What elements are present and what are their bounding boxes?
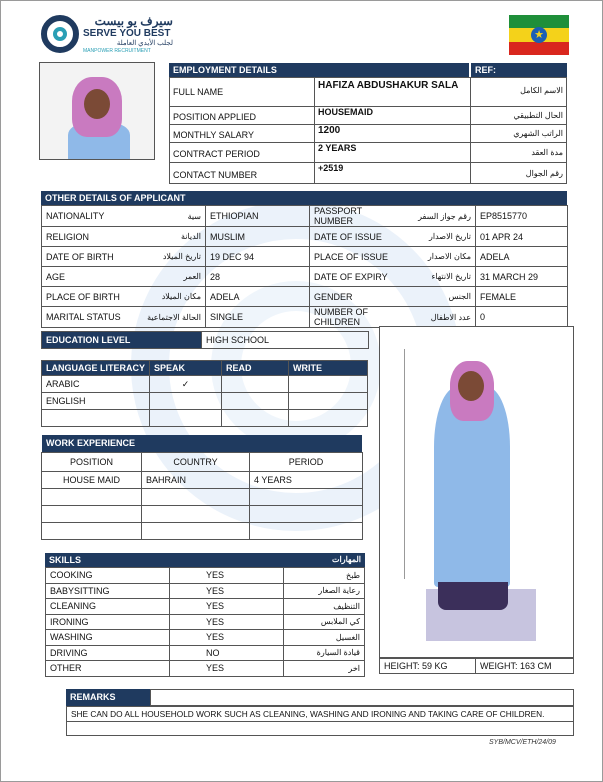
other-value-left: SINGLE xyxy=(206,307,310,328)
remarks-text: SHE CAN DO ALL HOUSEHOLD WORK SUCH AS CLEANING, WASHING AND IRONING AND TAKING CARE OF CHILDREN. xyxy=(66,706,574,722)
skill-name: BABYSITTING xyxy=(46,583,170,599)
skill-ar: الغسيل xyxy=(284,630,365,646)
other-label-left: RELIGION xyxy=(42,227,134,247)
education-label: EDUCATION LEVEL xyxy=(42,332,202,349)
other-value-right: 0 xyxy=(476,307,568,328)
skill-row xyxy=(46,661,365,677)
work-row xyxy=(42,523,363,540)
salary-label: MONTHLY SALARY xyxy=(173,130,255,140)
skill-ar: رعاية الصغار xyxy=(284,583,365,599)
skill-name: OTHER xyxy=(46,661,170,677)
contract-ar: مدة العقد xyxy=(531,148,563,157)
skill-value: NO xyxy=(170,645,284,661)
skill-name: CLEANING xyxy=(46,599,170,615)
other-value-left: ADELA xyxy=(206,287,310,307)
language-speak xyxy=(150,410,222,427)
skill-row xyxy=(46,614,365,630)
footer-code: SYB/MCV/ETH/24/09 xyxy=(489,739,556,746)
other-label-right: PLACE OF ISSUE xyxy=(310,247,400,267)
read-header: READ xyxy=(222,361,289,376)
work-country xyxy=(142,489,250,506)
skill-value: YES xyxy=(170,583,284,599)
work-country: BAHRAIN xyxy=(142,472,250,489)
other-label-left: DATE OF BIRTH xyxy=(42,247,134,267)
position-label: POSITION APPLIED xyxy=(173,112,257,122)
portrait-photo xyxy=(39,62,155,160)
language-write xyxy=(289,410,368,427)
education-value: HIGH SCHOOL xyxy=(202,332,369,349)
contact-value: +2519 xyxy=(318,163,344,173)
other-ar-left: تاريخ الميلاد xyxy=(134,247,206,267)
education-table xyxy=(41,331,369,349)
full-name-value: HAFIZA ABDUSHAKUR SALA xyxy=(318,80,459,91)
skills-header-ar: المهارات xyxy=(223,553,365,567)
skills-header: SKILLS xyxy=(45,553,223,567)
company-name-ar: سيرف يو بيست xyxy=(94,14,173,28)
write-header: WRITE xyxy=(289,361,368,376)
full-body-photo xyxy=(379,326,574,659)
language-read xyxy=(222,410,289,427)
work-country xyxy=(142,523,250,540)
contract-value: 2 YEARS xyxy=(318,143,357,153)
work-header: WORK EXPERIENCE xyxy=(42,435,200,452)
skill-value: YES xyxy=(170,599,284,615)
contact-label: CONTACT NUMBER xyxy=(173,170,258,180)
employment-row xyxy=(169,125,567,143)
full-name-label: FULL NAME xyxy=(173,87,224,97)
other-ar-right: رقم جواز السفر xyxy=(400,206,476,227)
other-details-row xyxy=(42,227,568,247)
language-write xyxy=(289,393,368,410)
other-details-row xyxy=(42,267,568,287)
height-value: HEIGHT: 59 KG xyxy=(380,658,476,674)
skill-value: YES xyxy=(170,614,284,630)
skills-table xyxy=(45,567,365,677)
language-row xyxy=(42,393,368,410)
work-period xyxy=(250,506,363,523)
work-period xyxy=(250,489,363,506)
other-details-row xyxy=(42,247,568,267)
skill-name: IRONING xyxy=(46,614,170,630)
language-read xyxy=(222,376,289,393)
other-label-right: PASSPORT NUMBER xyxy=(310,206,400,227)
other-ar-right: تاريخ الانتهاء xyxy=(400,267,476,287)
other-label-right: DATE OF EXPIRY xyxy=(310,267,400,287)
other-label-left: MARITAL STATUS xyxy=(42,307,134,328)
other-value-left: 28 xyxy=(206,267,310,287)
other-label-right: NUMBER OF CHILDREN xyxy=(310,307,400,328)
work-country xyxy=(142,506,250,523)
work-row xyxy=(42,472,363,489)
work-table xyxy=(41,452,363,540)
skill-name: COOKING xyxy=(46,568,170,584)
language-speak xyxy=(150,393,222,410)
measurements-table xyxy=(379,657,574,674)
employment-rows xyxy=(169,77,567,182)
weight-value: WEIGHT: 163 CM xyxy=(476,658,574,674)
employment-row xyxy=(169,143,567,163)
salary-value: 1200 xyxy=(318,125,341,136)
skill-value: YES xyxy=(170,630,284,646)
contact-ar: رقم الجوال xyxy=(525,169,563,178)
skill-row xyxy=(46,630,365,646)
remarks-blank-row xyxy=(66,722,574,736)
other-value-left: 19 DEC 94 xyxy=(206,247,310,267)
skill-row xyxy=(46,645,365,661)
other-label-left: AGE xyxy=(42,267,134,287)
language-table xyxy=(41,360,368,427)
other-value-left: MUSLIM xyxy=(206,227,310,247)
other-label-right: GENDER xyxy=(310,287,400,307)
contract-label: CONTRACT PERIOD xyxy=(173,149,260,159)
language-row xyxy=(42,410,368,427)
employment-row xyxy=(169,107,567,125)
remarks-header: REMARKS xyxy=(66,689,150,706)
work-period xyxy=(250,523,363,540)
work-row xyxy=(42,489,363,506)
position-value: HOUSEMAID xyxy=(318,107,374,117)
skill-value: YES xyxy=(170,568,284,584)
other-label-left: NATIONALITY xyxy=(42,206,134,227)
employment-row xyxy=(169,77,567,107)
skill-row xyxy=(46,583,365,599)
language-name: ENGLISH xyxy=(42,393,150,410)
other-details-row xyxy=(42,287,568,307)
skill-row xyxy=(46,599,365,615)
skill-value: YES xyxy=(170,661,284,677)
company-sub-en: MANPOWER RECRUITMENT xyxy=(83,48,151,54)
other-value-right: 01 APR 24 xyxy=(476,227,568,247)
other-details-row xyxy=(42,307,568,328)
skill-ar: التنظيف xyxy=(284,599,365,615)
other-details-row xyxy=(42,206,568,227)
language-read xyxy=(222,393,289,410)
employment-header: EMPLOYMENT DETAILS xyxy=(169,63,469,77)
remarks-header-fill xyxy=(150,689,574,706)
company-logo-icon xyxy=(41,15,79,53)
company-sub-ar: لجلب الأيدي العاملة xyxy=(116,40,173,47)
work-col-country: COUNTRY xyxy=(142,453,250,472)
work-header-fill xyxy=(200,435,362,452)
other-ar-left: العمر xyxy=(134,267,206,287)
language-speak: ✓ xyxy=(150,376,222,393)
skill-name: DRIVING xyxy=(46,645,170,661)
work-position: HOUSE MAID xyxy=(42,472,142,489)
other-ar-right: عدد الاطفال xyxy=(400,307,476,328)
other-value-right: EP8515770 xyxy=(476,206,568,227)
salary-ar: الراتب الشهري xyxy=(513,129,563,138)
other-value-left: ETHIOPIAN xyxy=(206,206,310,227)
other-ar-left: الحالة الاجتماعية xyxy=(134,307,206,328)
other-ar-right: مكان الاصدار xyxy=(400,247,476,267)
skill-name: WASHING xyxy=(46,630,170,646)
ref-label: REF: xyxy=(471,63,567,77)
other-ar-left: الديانة xyxy=(134,227,206,247)
other-value-right: ADELA xyxy=(476,247,568,267)
skill-ar: كي الملابس xyxy=(284,614,365,630)
skill-ar: طبخ xyxy=(284,568,365,584)
employment-row xyxy=(169,163,567,182)
other-value-right: 31 MARCH 29 xyxy=(476,267,568,287)
position-ar: الحال التطبيقي xyxy=(513,111,563,120)
other-value-right: FEMALE xyxy=(476,287,568,307)
company-name-en: SERVE YOU BEST xyxy=(83,28,171,39)
work-period: 4 YEARS xyxy=(250,472,363,489)
other-details-header: OTHER DETAILS OF APPLICANT xyxy=(41,191,309,205)
other-ar-left: مكان الميلاد xyxy=(134,287,206,307)
work-row xyxy=(42,506,363,523)
full-name-ar: الاسم الكامل xyxy=(520,86,563,95)
work-position xyxy=(42,506,142,523)
ethiopia-flag-icon: ★ xyxy=(509,15,569,55)
other-label-right: DATE OF ISSUE xyxy=(310,227,400,247)
other-ar-left: سية xyxy=(134,206,206,227)
work-col-position: POSITION xyxy=(42,453,142,472)
work-position xyxy=(42,523,142,540)
language-write xyxy=(289,376,368,393)
skill-row xyxy=(46,568,365,584)
other-label-left: PLACE OF BIRTH xyxy=(42,287,134,307)
work-col-period: PERIOD xyxy=(250,453,363,472)
language-header: LANGUAGE LITERACY xyxy=(42,361,150,376)
other-details-table xyxy=(41,205,568,328)
skill-ar: قيادة السيارة xyxy=(284,645,365,661)
other-ar-right: الجنس xyxy=(400,287,476,307)
language-row xyxy=(42,376,368,393)
other-ar-right: تاريخ الاصدار xyxy=(400,227,476,247)
speak-header: SPEAK xyxy=(150,361,222,376)
skill-ar: اخر xyxy=(284,661,365,677)
language-name xyxy=(42,410,150,427)
other-details-header-fill xyxy=(309,191,567,205)
work-position xyxy=(42,489,142,506)
language-name: ARABIC xyxy=(42,376,150,393)
